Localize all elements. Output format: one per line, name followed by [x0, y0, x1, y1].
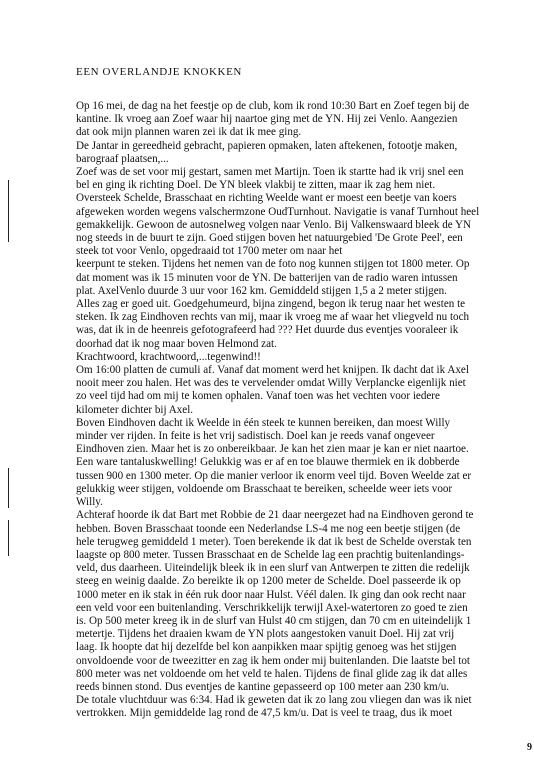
text-line: kantine. Ik vroeg aan Zoef waar hij naartoe ging met de YN. Hij zei Venlo. Aangezien	[76, 113, 458, 126]
text-line: onvoldoende voor de tweezitter en zag ik hem onder mij buitenlanden. Die laatste bel tot	[76, 654, 471, 667]
text-line: tussen 900 en 1300 meter. Op die manier verloor ik enorm veel tijd. Boven Weelde zat er	[76, 469, 472, 482]
text-line: afgeweken worden wegens valschermzone OudTurnhout. Navigatie is vanaf Turnhout heel	[76, 205, 480, 218]
text-line: plat. AxelVenlo duurde 3 uur voor 162 km. Gemiddeld stijgen 1,5 a 2 meter stijgen.	[76, 284, 447, 297]
text-line: Zoef was de set voor mij gestart, samen met Martijn. Toen ik startte had ik vrij snel een	[76, 166, 464, 179]
text-line: doorhad dat ik nog maar boven Helmond zat.	[76, 337, 277, 350]
text-line: Boven Eindhoven dacht ik Weelde in één steek te kunnen bereiken, dan moest Willy	[76, 416, 451, 429]
text-line: veld, dus daarheen. Uiteindelijk bleek ik in een slurf van Antwerpen te zitten die redelijk	[76, 562, 470, 575]
text-line: minder ver rijden. In feite is het vrij sadistisch. Doel kan je reeds vanaf ongeveer	[76, 430, 435, 443]
text-line: steken. Ik zag Eindhoven rechts van mij, maar ik vroeg me af waar het vliegveld nu toch	[76, 311, 470, 324]
text-line: metertje. Tijdens het draaien kwam de YN plots aangestoken vanuit Doel. Hij zat vrij	[76, 628, 455, 641]
text-line: laag. Ik hoopte dat hij dezelfde bel kon aanpikken maar spijtig genoeg was het stijgen	[76, 641, 457, 654]
margin-change-bar	[8, 520, 9, 556]
page-title: EEN OVERLANDJE KNOKKEN	[76, 66, 242, 78]
text-line: Op 16 mei, de dag na het feestje op de club, kom ik rond 10:30 Bart en Zoef tegen bij de	[76, 100, 470, 112]
text-line: De Jantar in gereedheid gebracht, papieren opmaken, laten aftekenen, fotootje maken,	[76, 139, 458, 152]
text-line: Een ware tantaluskwelling! Gelukkig was er af en toe blauwe thermiek en ik dobberde	[76, 456, 460, 469]
text-line: hele terugweg gemiddeld 1 meter). Toen berekende ik dat ik best de Schelde overstak ten	[76, 535, 472, 548]
text-line: Willy.	[76, 496, 103, 509]
text-line: Oversteek Schelde, Brasschaat en richting Weelde want er moest een beetje van koers	[76, 192, 457, 205]
text-line: is. Op 500 meter kreeg ik in de slurf van Hulst 40 cm stijgen, dan 70 cm en uiteindelijk 1	[76, 614, 472, 627]
text-line: keerpunt te steken. Tijdens het nemen van de foto nog kunnen stijgen tot 1800 meter. Op	[76, 258, 470, 271]
page-number: 9	[527, 742, 532, 753]
text-line: nog steeds in de buurt te zijn. Goed stijgen boven het natuurgebied 'De Grote Peel', een	[76, 232, 463, 245]
text-line: barograaf plaatsen,...	[76, 152, 169, 165]
text-line: 1000 meter en ik stak in één ruk door naar Hulst. Véél dalen. Ik ging dan ook recht naar	[76, 588, 466, 601]
text-line: steeg en weinig daalde. Zo bereikte ik op 1200 meter de Schelde. Doel passeerde ik op	[76, 575, 461, 588]
text-line: steek tot voor Venlo, opgedraaid tot 1700 meter om naar het	[76, 245, 343, 258]
text-line: zo veel tijd had om mij te komen ophalen. Vanaf toen was het vechten voor iedere	[76, 390, 440, 403]
text-line: nooit meer zou halen. Het was des te vervelender omdat Willy Verplancke eigenlijk niet	[76, 377, 466, 390]
text-line: vertrokken. Mijn gemiddelde lag rond de 47,5 km/u. Dat is veel te traag, dus ik moet	[76, 707, 453, 720]
text-line: Krachtwoord, krachtwoord,...tegenwind!!	[76, 350, 261, 363]
text-line: gelukkig weer stijgen, voldoende om Brasschaat te bereiken, scheelde weer iets voor	[76, 482, 453, 495]
text-line: De totale vluchtduur was 6:34. Had ik geweten dat ik zo lang zou vliegen dan was ik niet	[76, 694, 472, 707]
article-body	[76, 100, 528, 721]
text-line: hebben. Boven Brasschaat toonde een Nederlandse LS-4 me nog een beetje stijgen (de	[76, 522, 461, 535]
margin-change-bar	[8, 468, 9, 508]
margin-change-bar	[8, 180, 9, 242]
text-line: was, dat ik in de heenreis gefotografeerd had ??? Het duurde dus eventjes vooraleer ik	[76, 324, 459, 337]
text-line: Alles zag er goed uit. Goedgehumeurd, bijna zingend, begon ik terug naar het westen te	[76, 298, 466, 311]
text-line: kilometer dichter bij Axel.	[76, 403, 194, 416]
text-line: een veld voor een buitenlanding. Verschrikkelijk terwijl Axel-watertoren zo goed te zien	[76, 601, 468, 614]
text-line: gemakkelijk. Gewoon de autosnelweg volgen naar Venlo. Bij Valkenswaard bleek de YN	[76, 218, 472, 231]
text-line: dat moment was ik 15 minuten voor de YN. De batterijen van de radio waren intussen	[76, 271, 458, 284]
text-line: dat ook mijn plannen waren zei ik dat ik mee ging.	[76, 126, 302, 139]
text-line: Achteraf hoorde ik dat Bart met Robbie de 21 daar neergezet had na Eindhoven gerond te	[76, 509, 474, 522]
text-line: bel en ging ik richting Doel. De YN bleek vlakbij te zitten, maar ik zag hem niet.	[76, 179, 436, 192]
text-line: Eindhoven zien. Maar het is zo onbereikbaar. Je kan het zien maar je kan er niet naartoe.	[76, 443, 469, 456]
text-line: laagste op 800 meter. Tussen Brasschaat en de Schelde lag een prachtig buitenlandings-	[76, 548, 465, 561]
text-line: reeds binnen stond. Dus eventjes de kantine gepasseerd op 100 meter aan 230 km/u.	[76, 680, 450, 693]
text-line: 800 meter was net voldoende om het veld te halen. Tijdens de final glide zag ik dat alles	[76, 667, 468, 680]
text-line: Om 16:00 platten de cumuli af. Vanaf dat moment werd het knijpen. Ik dacht dat ik Axel	[76, 364, 469, 377]
